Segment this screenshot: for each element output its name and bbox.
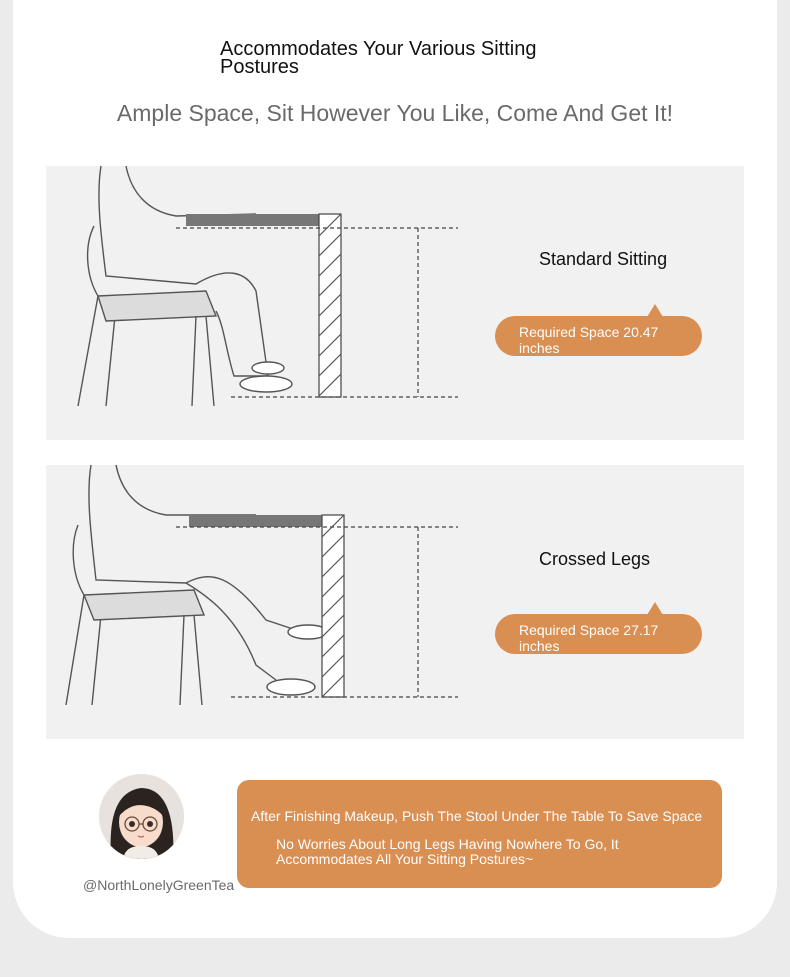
cartoon-girl-avatar-icon [99, 774, 184, 859]
required-space-badge [495, 316, 702, 356]
required-space-text: Required Space 20.47 inches [519, 324, 659, 356]
review-line-1: After Finishing Makeup, Push The Stool Under The Table To Save Space [251, 808, 703, 824]
posture-label: Crossed Legs [539, 549, 651, 569]
reviewer-handle: @NorthLonelyGreenTea [83, 877, 235, 893]
page-title: Accommodates Your Various Sitting Postures [220, 38, 537, 78]
review-line-2: No Worries About Long Legs Having Nowhere To Go, It Accommodates All Your Sitting Postures~ [276, 836, 619, 867]
badge-pointer [647, 304, 663, 317]
reviewer-avatar [99, 774, 184, 859]
required-space-badge [495, 614, 702, 654]
posture-label: Standard Sitting [539, 249, 668, 269]
badge-pointer [647, 602, 663, 615]
crossed-legs-illustration [46, 465, 744, 739]
review-bubble [237, 780, 722, 888]
posture-panel-crossed [46, 465, 744, 739]
posture-panel-standard [46, 166, 744, 440]
page-subtitle: Ample Space, Sit However You Like, Come And Get It! [116, 100, 674, 126]
standard-sitting-illustration [46, 166, 744, 440]
required-space-text: Required Space 27.17 inches [519, 622, 659, 654]
